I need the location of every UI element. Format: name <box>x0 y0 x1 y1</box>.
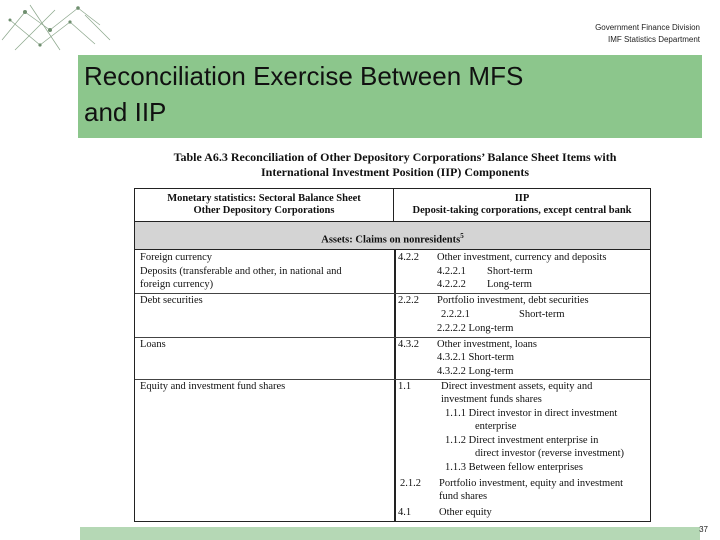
table-cell-description: investment funds shares <box>441 394 542 405</box>
column-header-monetary-statistics <box>135 189 394 222</box>
table-cell-equity: Equity and investment fund shares <box>140 381 286 392</box>
table-cell-description: Other investment, loans <box>437 339 538 350</box>
table-cell-subitem: 4.3.2.2 Long-term <box>437 366 514 377</box>
footer-band <box>80 527 700 540</box>
org-department-label: IMF Statistics Department <box>607 35 700 44</box>
section-footnote-marker: 5 <box>460 232 464 240</box>
table-cell-debt-securities: Debt securities <box>140 295 203 306</box>
column-header-right-line2: Deposit-taking corporations, except central bank <box>412 205 632 216</box>
table-cell-description: fund shares <box>439 491 488 502</box>
table-cell-subdescription: Short-term <box>519 309 565 320</box>
table-cell-subitem: 4.3.2.1 Short-term <box>437 352 514 363</box>
table-cell-description: Portfolio investment, debt securities <box>437 295 589 306</box>
organization-header <box>595 22 700 46</box>
table-cell-description: Direct investment assets, equity and <box>441 381 593 392</box>
table-cell-description: Other equity <box>439 507 492 518</box>
table-cell-subitem: 1.1.2 Direct investment enterprise in <box>445 435 599 446</box>
table-cell-loans: Loans <box>140 339 166 350</box>
page-number: 37 <box>699 525 708 534</box>
row-divider <box>135 337 650 338</box>
slide-title <box>84 58 684 130</box>
slide-title-line1: Reconciliation Exercise Between MFS <box>84 61 524 91</box>
table-cell-subitem: 1.1.3 Between fellow enterprises <box>445 462 583 473</box>
slide-title-line2: and IIP <box>84 97 167 127</box>
network-logo-icon <box>0 0 120 55</box>
table-cell-deposits-line2: foreign currency) <box>140 279 214 290</box>
table-cell-deposits-line1: Deposits (transferable and other, in national and <box>140 266 342 277</box>
table-cell-description: Other investment, currency and deposits <box>437 252 607 263</box>
table-cell-code: 4.2.2 <box>398 252 419 263</box>
table-cell-subcode: 2.2.2.1 <box>441 309 470 320</box>
table-cell-subitem: enterprise <box>475 421 517 432</box>
table-caption-line1: Table A6.3 Reconciliation of Other Depository Corporations’ Balance Sheet Items with <box>173 150 617 164</box>
column-divider <box>394 250 396 522</box>
table-cell-subitem: 2.2.2.2 Long-term <box>437 323 514 334</box>
org-division-label: Government Finance Division <box>595 23 700 32</box>
column-header-right-line1: IIP <box>514 193 530 204</box>
table-cell-code: 2.2.2 <box>398 295 419 306</box>
table-cell-subcode: 4.2.2.1 <box>437 266 466 277</box>
column-header-iip <box>394 189 650 222</box>
table-cell-description: Portfolio investment, equity and investment <box>439 478 624 489</box>
column-header-left-line1: Monetary statistics: Sectoral Balance Sheet <box>167 193 361 204</box>
reconciliation-table <box>134 188 651 522</box>
table-cell-subitem: direct investor (reverse investment) <box>475 448 624 459</box>
table-cell-subdescription: Short-term <box>487 266 533 277</box>
section-heading-assets <box>135 222 650 250</box>
table-cell-code: 1.1 <box>398 381 412 392</box>
table-cell-code: 2.1.2 <box>400 478 421 489</box>
column-header-left-line2: Other Depository Corporations <box>193 205 335 216</box>
table-cell-subitem: 1.1.1 Direct investor in direct investment <box>445 408 618 419</box>
table-cell-foreign-currency: Foreign currency <box>140 252 213 263</box>
table-caption <box>140 150 650 180</box>
section-heading-text: Assets: Claims on nonresidents <box>321 234 461 246</box>
table-cell-code: 4.1 <box>398 507 412 518</box>
table-cell-subdescription: Long-term <box>487 279 532 290</box>
table-cell-subcode: 4.2.2.2 <box>437 279 466 290</box>
table-cell-code: 4.3.2 <box>398 339 419 350</box>
table-caption-line2: International Investment Position (IIP) Components <box>260 165 529 179</box>
